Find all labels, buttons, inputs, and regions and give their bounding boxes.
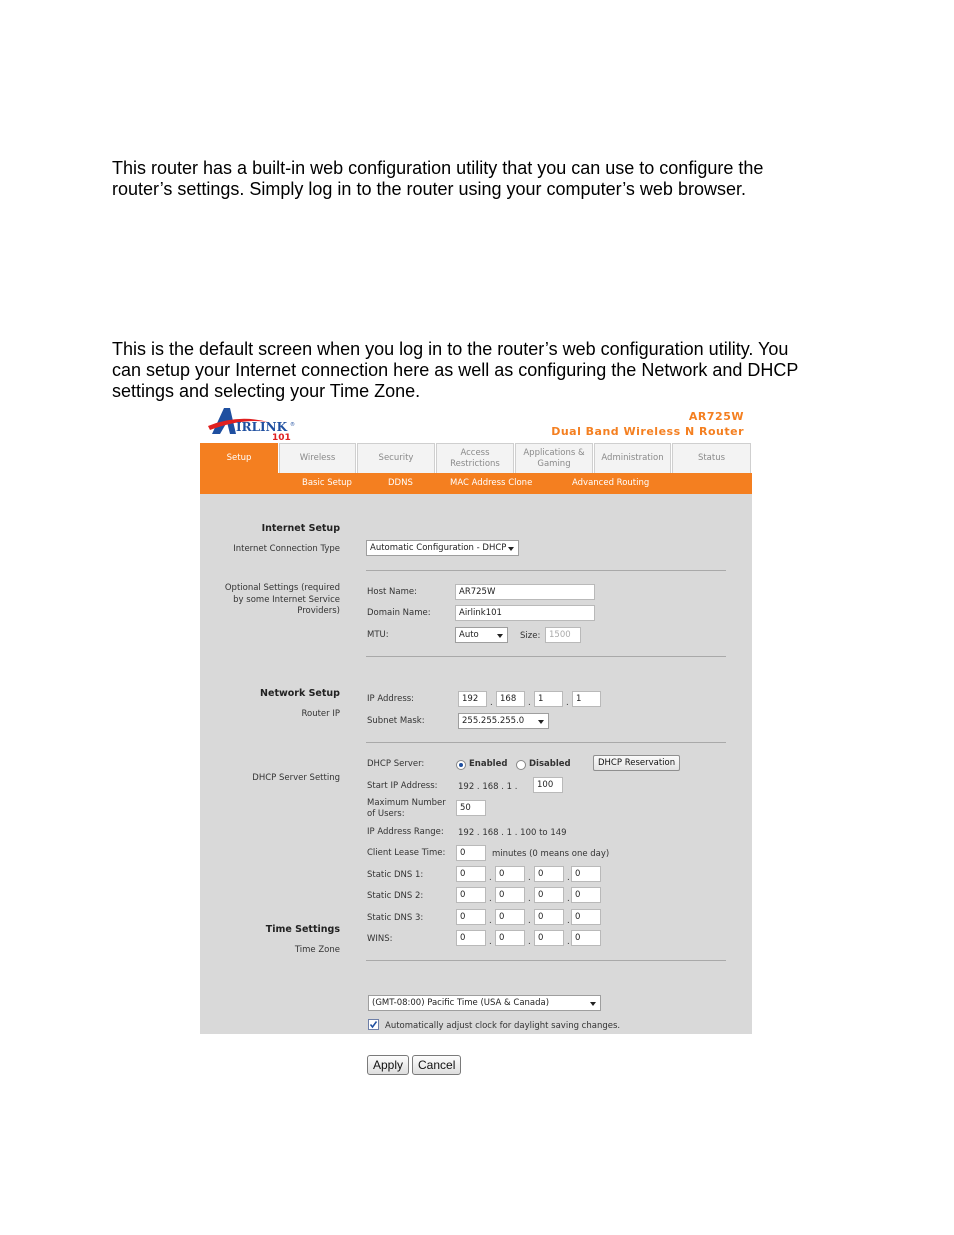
ip-separator: . (528, 937, 531, 947)
ip-address-label: IP Address: (367, 694, 415, 704)
setup-line: settings and selecting your Time Zone. (112, 381, 421, 401)
time-zone-select[interactable] (368, 995, 601, 1011)
svg-text:101: 101 (272, 433, 291, 442)
main-tabs (200, 443, 752, 473)
wins-octet-4[interactable]: 0 (571, 930, 601, 946)
connection-type-value: Automatic Configuration - DHCP (370, 543, 507, 553)
router-ip-label: Router IP (301, 709, 340, 719)
start-ip-input[interactable]: 100 (533, 777, 563, 793)
max-users-label: Maximum Number of Users: (367, 798, 446, 819)
cancel-button[interactable]: Cancel (412, 1055, 461, 1075)
client-lease-input[interactable]: 0 (456, 845, 486, 861)
settings-panel (200, 494, 752, 1034)
static-dns-2-octet-2[interactable]: 0 (495, 887, 525, 903)
max-users-input[interactable]: 50 (456, 800, 486, 816)
ip-separator: . (528, 894, 531, 904)
ip-range-value: 192 . 168 . 1 . 100 to 149 (458, 828, 567, 838)
ip-separator: . (490, 698, 493, 708)
subtab-advanced-routing[interactable]: Advanced Routing (572, 478, 650, 488)
tab-applications-gaming[interactable]: Applications & Gaming (515, 443, 593, 473)
setup-paragraph (112, 339, 798, 402)
setup-line: can setup your Internet connection here as well as configuring the Network and DHCP (112, 360, 799, 380)
subnet-mask-label: Subnet Mask: (367, 716, 425, 726)
subtab-ddns[interactable]: DDNS (388, 478, 413, 488)
divider (366, 960, 726, 961)
static-dns-2-octet-1[interactable]: 0 (456, 887, 486, 903)
divider (366, 656, 726, 657)
ip-range-label: IP Address Range: (367, 827, 444, 837)
svg-text:®: ® (290, 422, 295, 428)
host-name-label: Host Name: (367, 587, 417, 597)
subnet-mask-value: 255.255.255.0 (462, 716, 525, 726)
static-dns-2-octet-3[interactable]: 0 (534, 887, 564, 903)
subtab-basic-setup[interactable]: Basic Setup (302, 478, 352, 488)
chevron-down-icon (538, 720, 544, 724)
ip-separator: . (567, 937, 570, 947)
ip-separator: . (567, 873, 570, 883)
ip-separator: . (528, 873, 531, 883)
subtab-mac-address-clone[interactable]: MAC Address Clone (450, 478, 533, 488)
dst-label: Automatically adjust clock for daylight saving changes. (385, 1021, 621, 1031)
airlink-logo (208, 404, 298, 442)
ip-separator: . (567, 894, 570, 904)
subnet-mask-select[interactable] (458, 713, 549, 729)
tab-access-restrictions[interactable]: Access Restrictions (436, 443, 514, 473)
wins-octet-2[interactable]: 0 (495, 930, 525, 946)
intro-paragraph (112, 158, 763, 200)
mtu-select[interactable] (455, 627, 508, 643)
tab-administration[interactable]: Administration (594, 443, 671, 473)
ip-octet-1-input[interactable]: 192 (458, 691, 487, 707)
setup-line: This is the default screen when you log in to the router’s web configuration utility. You (112, 339, 789, 359)
dhcp-disabled-radio[interactable] (516, 760, 526, 770)
client-lease-note: minutes (0 means one day) (492, 849, 610, 859)
time-zone-label: Time Zone (294, 945, 340, 955)
static-dns-3-octet-1[interactable]: 0 (456, 909, 486, 925)
ip-octet-3-input[interactable]: 1 (534, 691, 563, 707)
ip-octet-4-input[interactable]: 1 (572, 691, 601, 707)
mtu-label: MTU: (367, 630, 389, 640)
static-dns-3-label: Static DNS 3: (367, 913, 424, 923)
dst-checkbox[interactable] (368, 1019, 379, 1030)
sub-navigation (200, 473, 752, 494)
divider (366, 570, 726, 571)
intro-line: router’s settings. Simply log in to the router using your computer’s web browser. (112, 179, 746, 199)
wins-octet-1[interactable]: 0 (456, 930, 486, 946)
dhcp-reservation-button[interactable]: DHCP Reservation (593, 755, 680, 771)
internet-setup-title: Internet Setup (261, 523, 340, 534)
static-dns-1-octet-2[interactable]: 0 (495, 866, 525, 882)
client-lease-label: Client Lease Time: (367, 848, 446, 858)
tab-security[interactable]: Security (357, 443, 435, 473)
optional-settings-label: Optional Settings (required by some Internet Service Providers) (224, 583, 340, 616)
dhcp-disabled-label: Disabled (529, 759, 571, 769)
apply-button[interactable]: Apply (367, 1055, 409, 1075)
dhcp-enabled-label: Enabled (469, 759, 508, 769)
mtu-size-input[interactable]: 1500 (545, 627, 581, 643)
product-name: Dual Band Wireless N Router (551, 425, 744, 438)
divider (366, 742, 726, 743)
ip-separator: . (489, 873, 492, 883)
chevron-down-icon (508, 547, 514, 551)
time-zone-value: (GMT-08:00) Pacific Time (USA & Canada) (372, 998, 550, 1008)
static-dns-1-octet-3[interactable]: 0 (534, 866, 564, 882)
tab-status[interactable]: Status (672, 443, 751, 473)
chevron-down-icon (497, 634, 503, 638)
ip-octet-2-input[interactable]: 168 (496, 691, 525, 707)
static-dns-2-octet-4[interactable]: 0 (571, 887, 601, 903)
ip-separator: . (528, 916, 531, 926)
time-settings-title: Time Settings (265, 924, 340, 935)
static-dns-1-octet-1[interactable]: 0 (456, 866, 486, 882)
size-label: Size: (520, 631, 541, 641)
static-dns-1-label: Static DNS 1: (367, 870, 424, 880)
ip-separator: . (489, 894, 492, 904)
intro-line: This router has a built-in web configuration utility that you can use to configure the (112, 158, 764, 178)
svg-text:IRLINK: IRLINK (236, 420, 288, 434)
dhcp-enabled-radio[interactable] (456, 760, 466, 770)
router-web-ui (200, 402, 752, 1034)
dhcp-server-setting-label: DHCP Server Setting (252, 773, 340, 783)
static-dns-1-octet-4[interactable]: 0 (571, 866, 601, 882)
ip-separator: . (566, 698, 569, 708)
start-ip-prefix: 192 . 168 . 1 . (458, 782, 518, 792)
ip-separator: . (567, 916, 570, 926)
connection-type-label: Internet Connection Type (233, 544, 340, 554)
ip-separator: . (489, 916, 492, 926)
static-dns-2-label: Static DNS 2: (367, 891, 424, 901)
static-dns-3-octet-4[interactable]: 0 (571, 909, 601, 925)
static-dns-3-octet-3[interactable]: 0 (534, 909, 564, 925)
domain-name-label: Domain Name: (367, 608, 431, 618)
ip-separator: . (528, 698, 531, 708)
start-ip-label: Start IP Address: (367, 781, 438, 791)
airlink-logo-icon (208, 404, 298, 442)
static-dns-3-octet-2[interactable]: 0 (495, 909, 525, 925)
connection-type-select[interactable] (366, 540, 519, 556)
tab-setup[interactable]: Setup (200, 443, 278, 473)
tab-wireless[interactable]: Wireless (279, 443, 356, 473)
product-header (551, 410, 744, 438)
ip-separator: . (489, 937, 492, 947)
dhcp-server-label: DHCP Server: (367, 759, 425, 769)
chevron-down-icon (590, 1002, 596, 1006)
domain-name-input[interactable]: Airlink101 (455, 605, 595, 621)
host-name-input[interactable]: AR725W (455, 584, 595, 600)
wins-label: WINS: (367, 934, 393, 944)
network-setup-title: Network Setup (260, 688, 340, 699)
mtu-value: Auto (459, 630, 479, 640)
wins-octet-3[interactable]: 0 (534, 930, 564, 946)
checkmark-icon (369, 1020, 378, 1029)
model-name: AR725W (688, 410, 744, 423)
